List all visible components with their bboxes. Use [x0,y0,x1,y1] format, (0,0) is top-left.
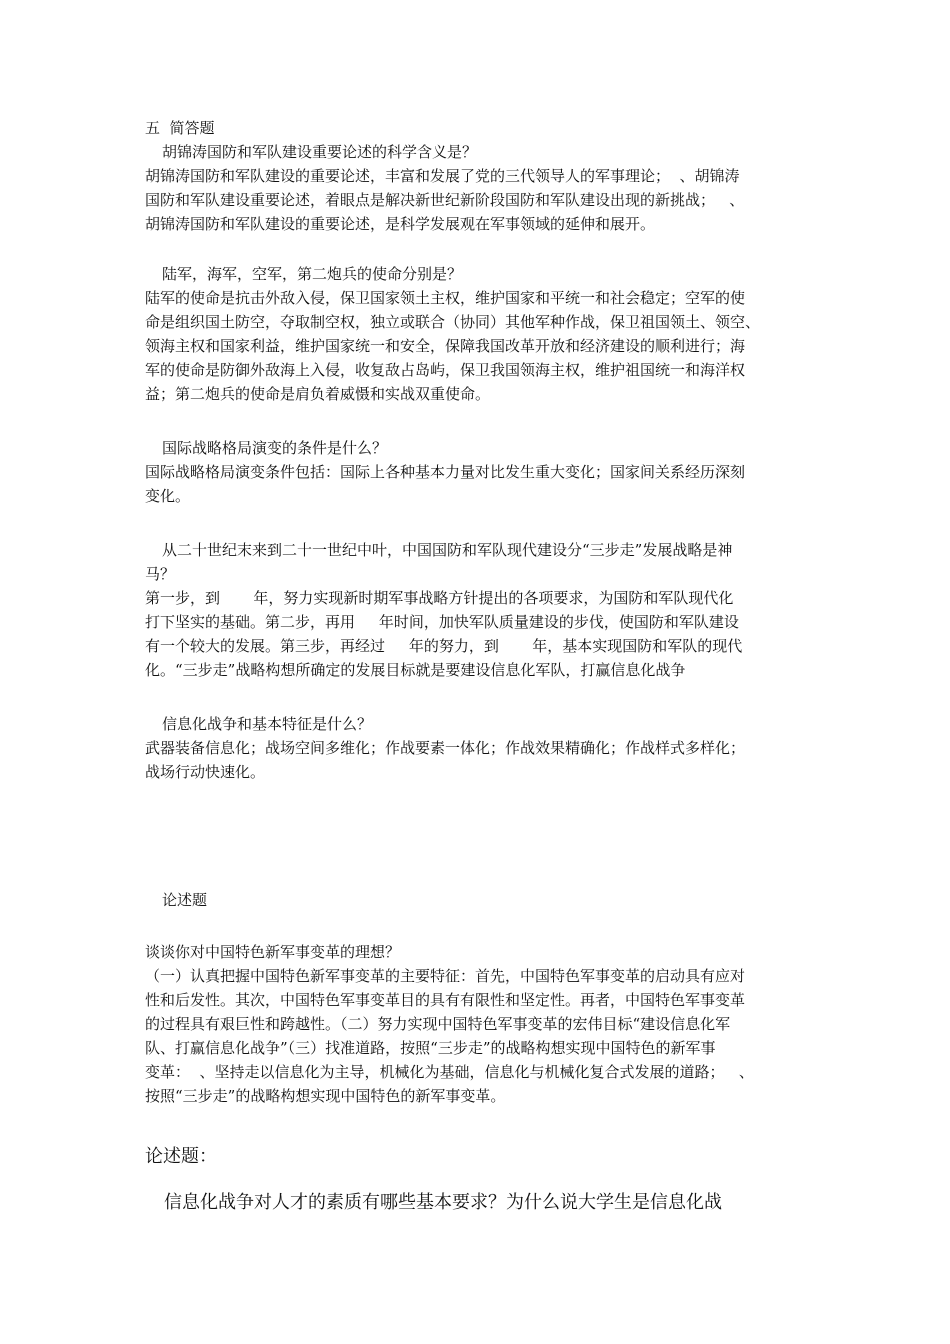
answer-line: 军的使命是防御外敌海上入侵，收复敌占岛屿，保卫我国领海主权，维护祖国统一和海洋权 [145,361,746,379]
answer-line: 胡锦涛国防和军队建设的重要论述，是科学发展观在军事领域的延伸和展开。 [145,215,656,233]
question-text: 从二十世纪末来到二十一世纪中叶，中国国防和军队现代建设分“三步走”发展战略是神 [162,541,733,559]
question-text: 胡锦涛国防和军队建设重要论述的科学含义是？ [162,143,478,161]
answer-line: 队、打赢信息化战争”（三）找准道路，按照“三步走”的战略构想实现中国特色的新军事 [145,1039,716,1057]
answer-line: 第一步，到 年，努力实现新时期军事战略方针提出的各项要求，为国防和军队现代化 [145,589,734,607]
essay2-question: 信息化战争对人才的素质有哪些基本要求？为什么说大学生是信息化战 [164,1192,722,1213]
question-block-5 [145,712,810,784]
answer-line: （一）认真把握中国特色新军事变革的主要特征：首先，中国特色军事变革的启动具有应对 [145,967,746,985]
question-block-2 [145,262,810,406]
answer-line: 命是组织国土防空，夺取制空权，独立或联合（协同）其他军种作战，保卫祖国领土、领空、 [145,313,761,331]
answer-line: 化。“三步走”战略构想所确定的发展目标就是要建设信息化军队，打赢信息化战争 [145,661,686,679]
essay-title: 论述题 [162,891,208,909]
answer-line: 领海主权和国家利益，维护国家统一和安全，保障我国改革开放和经济建设的顺利进行；海 [145,337,746,355]
answer-line: 打下坚实的基础。第二步，再用 年时间，加快军队质量建设的步伐，使国防和军队建设 [145,613,739,631]
essay-block [145,940,810,1108]
answer-line: 武器装备信息化；战场空间多维化；作战要素一体化；作战效果精确化；作战样式多样化； [145,739,746,757]
question-text: 陆军，海军，空军，第二炮兵的使命分别是？ [162,265,463,283]
question-block-1 [145,140,810,236]
answer-line: 国防和军队建设重要论述，着眼点是解决新世纪新阶段国防和军队建设出现的新挑战； 、 [145,191,745,209]
answer-line: 有一个较大的发展。第三步，再经过 年的努力，到 年，基本实现国防和军队的现代 [145,637,743,655]
question-text: 国际战略格局演变的条件是什么？ [162,439,388,457]
answer-line: 按照“三步走”的战略构想实现中国特色的新军事变革。 [145,1087,506,1105]
question-text: 信息化战争和基本特征是什么？ [162,715,373,733]
answer-line: 性和后发性。其次，中国特色军事变革目的具有有限性和坚定性。再者，中国特色军事变革 [145,991,746,1009]
answer-line: 的过程具有艰巨性和跨越性。（二）努力实现中国特色军事变革的宏伟目标“建设信息化军 [145,1015,731,1033]
question-block-4 [145,538,810,682]
answer-line: 变革： 、坚持走以信息化为主导，机械化为基础，信息化与机械化复合式发展的道路； 、 [145,1063,754,1081]
section-heading [145,116,810,140]
question-text: 马？ [145,565,176,583]
question-text: 谈谈你对中国特色新军事变革的理想？ [145,943,401,961]
answer-line: 陆军的使命是抗击外敌入侵，保卫国家领土主权，维护国家和平统一和社会稳定；空军的使 [145,289,746,307]
essay-heading [145,888,810,912]
answer-line: 胡锦涛国防和军队建设的重要论述，丰富和发展了党的三代领导人的军事理论； 、胡锦涛 [145,167,740,185]
answer-line: 国际战略格局演变条件包括：国际上各种基本力量对比发生重大变化；国家间关系经历深刻 [145,463,746,481]
answer-line: 益；第二炮兵的使命是肩负着威慑和实战双重使命。 [145,385,491,403]
section-title: 五 简答题 [145,119,215,137]
answer-line: 战场行动快速化。 [145,763,266,781]
question-block-3 [145,436,810,508]
essay2-title: 论述题： [145,1146,217,1167]
answer-line: 变化。 [145,487,191,505]
